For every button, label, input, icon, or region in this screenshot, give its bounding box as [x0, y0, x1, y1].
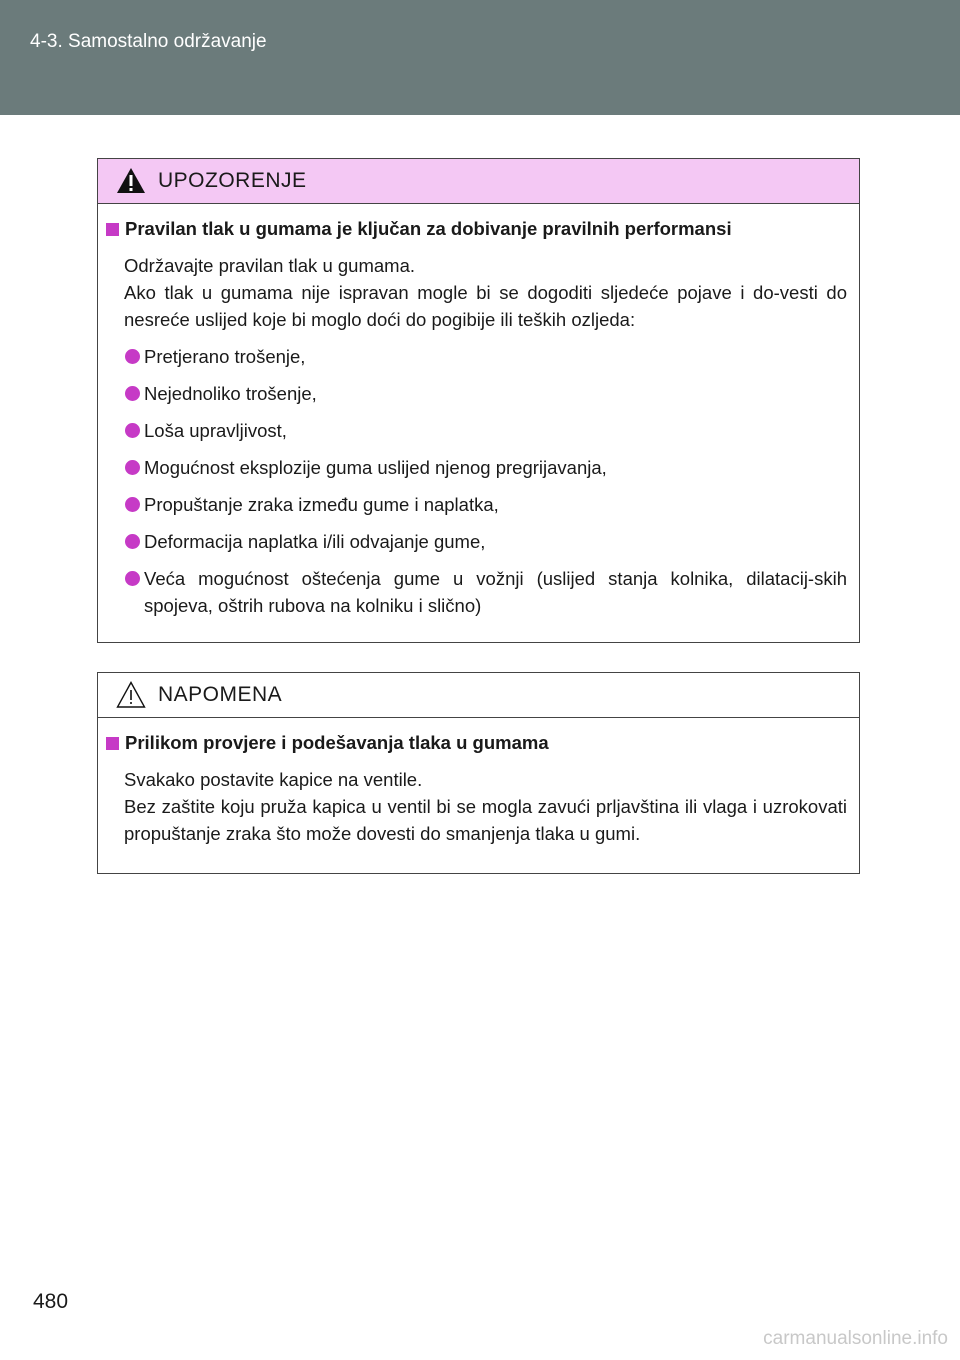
page-header	[0, 0, 960, 115]
list-item	[106, 454, 847, 481]
note-box	[97, 672, 860, 874]
warning-paragraph: Održavajte pravilan tlak u gumama.	[124, 255, 415, 276]
circle-bullet-icon	[125, 497, 140, 512]
circle-bullet-icon	[125, 349, 140, 364]
warning-box	[97, 158, 860, 643]
warning-box-header	[98, 159, 859, 204]
warning-triangle-icon	[116, 167, 146, 194]
note-heading: NAPOMENA	[158, 683, 283, 706]
watermark: carmanualsonline.info	[763, 1328, 948, 1349]
circle-bullet-icon	[125, 386, 140, 401]
list-item-text: Veća mogućnost oštećenja gume u vožnji (uslijed stanja kolnika, dilatacij-skih spojeva, oštrih rubova na kolniku i slično)	[144, 568, 847, 616]
list-item-text: Mogućnost eksplozije guma uslijed njenog pregrijavanja,	[144, 457, 607, 478]
page-number: 480	[33, 1290, 69, 1313]
list-item-text: Deformacija naplatka i/ili odvajanje gume,	[144, 531, 486, 552]
note-paragraph: Svakako postavite kapice na ventile.	[124, 769, 423, 790]
circle-bullet-icon	[125, 534, 140, 549]
square-bullet-icon	[106, 223, 119, 236]
warning-heading: UPOZORENJE	[158, 169, 307, 192]
list-item	[106, 528, 847, 555]
note-section-title	[106, 732, 847, 754]
list-item-text: Propuštanje zraka između gume i naplatka,	[144, 494, 499, 515]
warning-paragraphs	[124, 252, 847, 333]
list-item	[106, 491, 847, 518]
circle-bullet-icon	[125, 460, 140, 475]
note-paragraphs	[124, 766, 847, 847]
list-item	[106, 565, 847, 619]
chapter-title: 4-3. Samostalno održavanje	[30, 31, 267, 52]
warning-bullet-list	[106, 343, 847, 619]
list-item-text: Loša upravljivost,	[144, 420, 287, 441]
circle-bullet-icon	[125, 423, 140, 438]
note-section-title-text: Prilikom provjere i podešavanja tlaka u gumama	[125, 732, 549, 753]
warning-body	[98, 204, 859, 619]
list-item	[106, 343, 847, 370]
list-item	[106, 417, 847, 444]
list-item-text: Pretjerano trošenje,	[144, 346, 306, 367]
note-body	[98, 718, 859, 847]
warning-paragraph: Ako tlak u gumama nije ispravan mogle bi se dogoditi sljedeće pojave i do-vesti do nesreće uslijed koje bi moglo doći do pogibije ili teških ozljeda:	[124, 282, 847, 330]
list-item	[106, 380, 847, 407]
list-item-text: Nejednoliko trošenje,	[144, 383, 317, 404]
circle-bullet-icon	[125, 571, 140, 586]
square-bullet-icon	[106, 737, 119, 750]
warning-section-title-text: Pravilan tlak u gumama je ključan za dobivanje pravilnih performansi	[125, 218, 732, 239]
caution-triangle-outline-icon	[116, 681, 146, 708]
note-box-header	[98, 673, 859, 718]
warning-section-title	[106, 218, 847, 240]
note-paragraph: Bez zaštite koju pruža kapica u ventil bi se mogla zavući prljavština ili vlaga i uzrokovati propuštanje zraka što može dovesti do smanjenja tlaka u gumi.	[124, 796, 847, 844]
